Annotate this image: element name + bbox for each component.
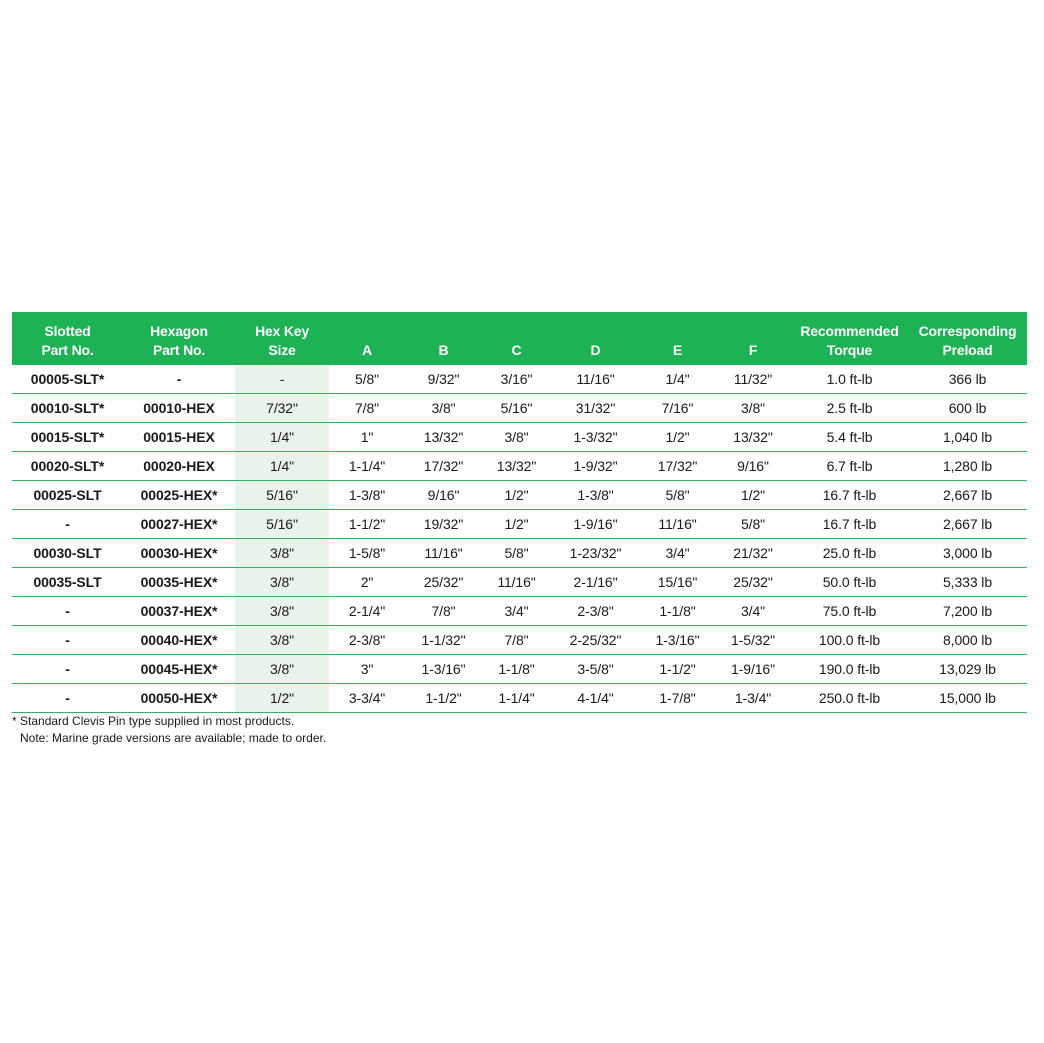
cell-dimension-a: 2" [329,568,405,597]
header-row [12,312,1027,365]
cell-dimension-d: 4-1/4" [551,684,640,713]
cell-dimension-d: 1-3/8" [551,481,640,510]
cell-slotted-part-no: 00015-SLT* [12,423,123,452]
cell-recommended-torque: 75.0 ft-lb [791,597,908,626]
cell-dimension-b: 11/16" [405,539,482,568]
header-line-2: D [590,342,601,358]
table-row [12,452,1027,481]
cell-dimension-b: 9/16" [405,481,482,510]
header-line-2: Preload [942,342,993,358]
cell-slotted-part-no: - [12,655,123,684]
cell-dimension-c: 3/4" [482,597,551,626]
header-dimension-a [329,312,405,365]
cell-dimension-d: 3-5/8" [551,655,640,684]
cell-hex-key-size: 5/16" [235,510,329,539]
cell-corresponding-preload: 600 lb [908,394,1027,423]
footnote-standard-clevis-pin: * Standard Clevis Pin type supplied in most products. [12,714,295,728]
table-row [12,568,1027,597]
cell-hex-key-size: 3/8" [235,597,329,626]
cell-recommended-torque: 250.0 ft-lb [791,684,908,713]
cell-dimension-d: 1-9/16" [551,510,640,539]
cell-dimension-b: 1-3/16" [405,655,482,684]
cell-dimension-a: 1-3/8" [329,481,405,510]
header-recommended-torque [791,312,908,365]
cell-dimension-c: 13/32" [482,452,551,481]
header-slotted-part-no [12,312,123,365]
cell-slotted-part-no: 00030-SLT [12,539,123,568]
table-body [12,365,1027,713]
cell-dimension-a: 2-1/4" [329,597,405,626]
cell-corresponding-preload: 2,667 lb [908,481,1027,510]
cell-slotted-part-no: 00005-SLT* [12,365,123,394]
header-line-2: Size [268,342,296,358]
cell-dimension-a: 1-1/2" [329,510,405,539]
cell-corresponding-preload: 1,040 lb [908,423,1027,452]
cell-corresponding-preload: 2,667 lb [908,510,1027,539]
header-dimension-c [482,312,551,365]
cell-dimension-c: 5/16" [482,394,551,423]
cell-recommended-torque: 5.4 ft-lb [791,423,908,452]
cell-dimension-e: 7/16" [640,394,715,423]
header-line-2: Part No. [41,342,94,358]
cell-hex-key-size: 7/32" [235,394,329,423]
cell-dimension-d: 2-25/32" [551,626,640,655]
cell-corresponding-preload: 3,000 lb [908,539,1027,568]
cell-dimension-d: 2-3/8" [551,597,640,626]
cell-corresponding-preload: 366 lb [908,365,1027,394]
cell-corresponding-preload: 7,200 lb [908,597,1027,626]
cell-recommended-torque: 50.0 ft-lb [791,568,908,597]
cell-dimension-a: 1-5/8" [329,539,405,568]
cell-dimension-e: 11/16" [640,510,715,539]
cell-dimension-a: 1-1/4" [329,452,405,481]
cell-dimension-c: 1/2" [482,510,551,539]
cell-hexagon-part-no: 00025-HEX* [123,481,235,510]
cell-dimension-c: 3/8" [482,423,551,452]
table-row [12,481,1027,510]
cell-dimension-e: 1/4" [640,365,715,394]
cell-dimension-f: 9/16" [715,452,791,481]
cell-dimension-e: 1-3/16" [640,626,715,655]
cell-recommended-torque: 16.7 ft-lb [791,481,908,510]
cell-dimension-b: 17/32" [405,452,482,481]
cell-dimension-b: 3/8" [405,394,482,423]
cell-slotted-part-no: - [12,597,123,626]
cell-hexagon-part-no: 00040-HEX* [123,626,235,655]
table-row [12,423,1027,452]
cell-dimension-b: 1-1/32" [405,626,482,655]
cell-dimension-f: 5/8" [715,510,791,539]
cell-slotted-part-no: 00025-SLT [12,481,123,510]
cell-dimension-f: 1-5/32" [715,626,791,655]
cell-hexagon-part-no: 00027-HEX* [123,510,235,539]
cell-slotted-part-no: 00035-SLT [12,568,123,597]
cell-dimension-a: 1" [329,423,405,452]
cell-hex-key-size: 5/16" [235,481,329,510]
table-row [12,365,1027,394]
cell-dimension-e: 5/8" [640,481,715,510]
table-row [12,597,1027,626]
cell-dimension-a: 5/8" [329,365,405,394]
footnote-marine-grade: Note: Marine grade versions are available; made to order. [20,731,327,745]
cell-hex-key-size: 3/8" [235,539,329,568]
cell-recommended-torque: 190.0 ft-lb [791,655,908,684]
cell-dimension-d: 11/16" [551,365,640,394]
cell-dimension-c: 1/2" [482,481,551,510]
cell-dimension-d: 31/32" [551,394,640,423]
header-hex-key-size [235,312,329,365]
cell-dimension-b: 9/32" [405,365,482,394]
cell-recommended-torque: 6.7 ft-lb [791,452,908,481]
cell-hexagon-part-no: 00045-HEX* [123,655,235,684]
table-row [12,626,1027,655]
cell-hex-key-size: 1/2" [235,684,329,713]
cell-dimension-b: 13/32" [405,423,482,452]
header-line-2: F [748,342,758,358]
cell-dimension-f: 21/32" [715,539,791,568]
cell-dimension-f: 25/32" [715,568,791,597]
cell-recommended-torque: 100.0 ft-lb [791,626,908,655]
header-line-2: Part No. [152,342,206,358]
cell-corresponding-preload: 15,000 lb [908,684,1027,713]
cell-hexagon-part-no: 00035-HEX* [123,568,235,597]
cell-dimension-f: 13/32" [715,423,791,452]
footnotes [12,713,326,747]
cell-corresponding-preload: 8,000 lb [908,626,1027,655]
cell-slotted-part-no: - [12,626,123,655]
cell-dimension-c: 11/16" [482,568,551,597]
cell-slotted-part-no: - [12,684,123,713]
cell-recommended-torque: 1.0 ft-lb [791,365,908,394]
table-row [12,684,1027,713]
header-line-2: E [672,342,683,358]
cell-slotted-part-no: 00020-SLT* [12,452,123,481]
cell-hexagon-part-no: 00037-HEX* [123,597,235,626]
header-dimension-f [715,312,791,365]
cell-dimension-a: 7/8" [329,394,405,423]
header-line-2: C [511,342,522,358]
header-line-1: Hexagon [150,323,208,339]
table-row [12,539,1027,568]
cell-dimension-c: 5/8" [482,539,551,568]
cell-dimension-a: 3" [329,655,405,684]
cell-hexagon-part-no: 00020-HEX [123,452,235,481]
cell-hexagon-part-no: 00015-HEX [123,423,235,452]
cell-dimension-b: 19/32" [405,510,482,539]
cell-hex-key-size: - [235,365,329,394]
header-line-1: Slotted [44,323,91,339]
cell-dimension-f: 1/2" [715,481,791,510]
header-line-2: A [362,342,372,358]
cell-dimension-f: 11/32" [715,365,791,394]
header-line-1: Recommended [800,323,899,339]
cell-slotted-part-no: 00010-SLT* [12,394,123,423]
cell-dimension-a: 3-3/4" [329,684,405,713]
cell-dimension-e: 1-1/2" [640,655,715,684]
cell-hexagon-part-no: - [123,365,235,394]
cell-dimension-f: 3/4" [715,597,791,626]
cell-dimension-d: 2-1/16" [551,568,640,597]
header-line-2: Torque [826,342,873,358]
cell-dimension-d: 1-23/32" [551,539,640,568]
cell-hex-key-size: 3/8" [235,626,329,655]
table-row [12,655,1027,684]
cell-corresponding-preload: 1,280 lb [908,452,1027,481]
cell-hex-key-size: 3/8" [235,655,329,684]
cell-dimension-c: 3/16" [482,365,551,394]
cell-dimension-b: 1-1/2" [405,684,482,713]
cell-hexagon-part-no: 00050-HEX* [123,684,235,713]
cell-dimension-c: 1-1/4" [482,684,551,713]
cell-dimension-d: 1-3/32" [551,423,640,452]
cell-dimension-f: 1-9/16" [715,655,791,684]
cell-dimension-d: 1-9/32" [551,452,640,481]
header-dimension-b [405,312,482,365]
cell-dimension-e: 17/32" [640,452,715,481]
cell-dimension-e: 1-1/8" [640,597,715,626]
cell-hexagon-part-no: 00010-HEX [123,394,235,423]
table-row [12,510,1027,539]
cell-recommended-torque: 25.0 ft-lb [791,539,908,568]
header-corresponding-preload [908,312,1027,365]
cell-dimension-b: 7/8" [405,597,482,626]
cell-dimension-e: 3/4" [640,539,715,568]
cell-corresponding-preload: 13,029 lb [908,655,1027,684]
cell-dimension-f: 3/8" [715,394,791,423]
cell-recommended-torque: 16.7 ft-lb [791,510,908,539]
specification-table [12,312,1027,713]
cell-dimension-f: 1-3/4" [715,684,791,713]
header-line-1: Hex Key [255,323,309,339]
cell-hex-key-size: 3/8" [235,568,329,597]
header-line-2: B [438,342,449,358]
cell-dimension-c: 1-1/8" [482,655,551,684]
cell-corresponding-preload: 5,333 lb [908,568,1027,597]
cell-dimension-c: 7/8" [482,626,551,655]
cell-dimension-a: 2-3/8" [329,626,405,655]
table-row [12,394,1027,423]
cell-recommended-torque: 2.5 ft-lb [791,394,908,423]
header-hexagon-part-no [123,312,235,365]
header-line-1: Corresponding [918,323,1017,339]
cell-dimension-b: 25/32" [405,568,482,597]
cell-hex-key-size: 1/4" [235,423,329,452]
cell-slotted-part-no: - [12,510,123,539]
cell-hex-key-size: 1/4" [235,452,329,481]
header-dimension-d [551,312,640,365]
cell-hexagon-part-no: 00030-HEX* [123,539,235,568]
cell-dimension-e: 1/2" [640,423,715,452]
cell-dimension-e: 15/16" [640,568,715,597]
cell-dimension-e: 1-7/8" [640,684,715,713]
header-dimension-e [640,312,715,365]
